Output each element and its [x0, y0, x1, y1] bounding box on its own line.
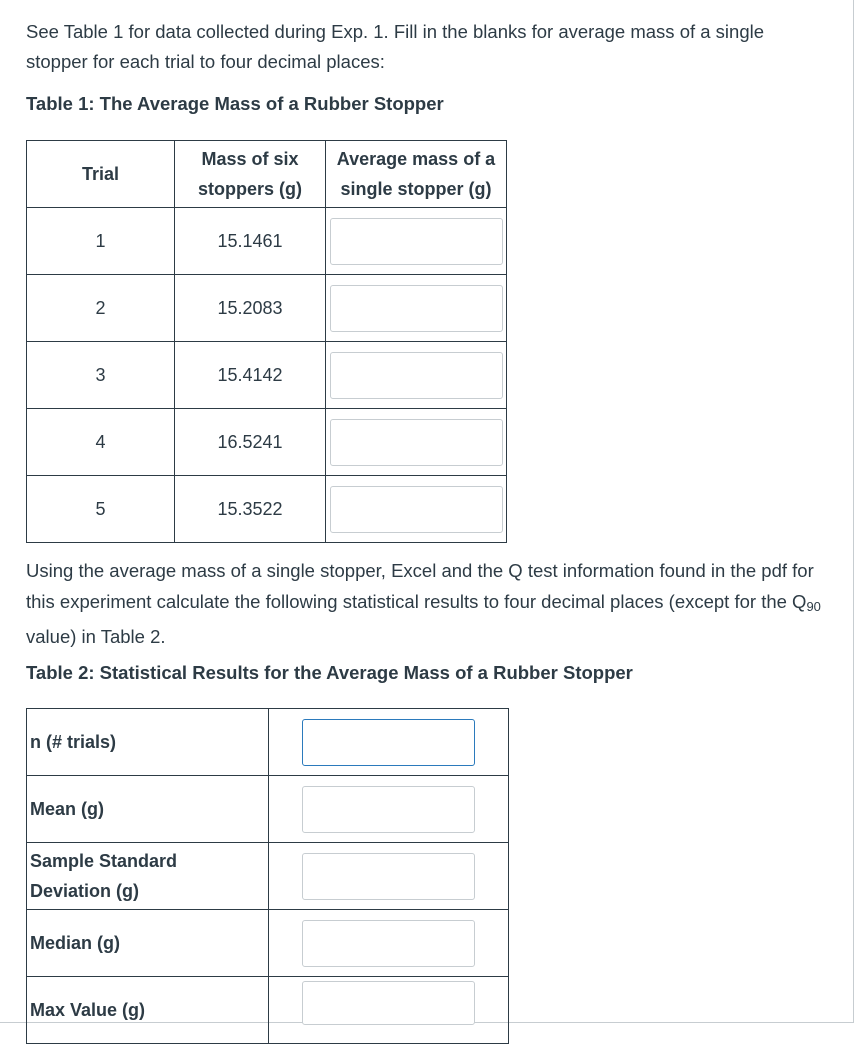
table-row [27, 275, 507, 342]
average-mass-input-trial-5[interactable] [330, 486, 503, 533]
mean-input[interactable] [302, 786, 475, 833]
trial-number: 5 [27, 476, 175, 543]
table1-header-row [27, 141, 507, 208]
mass-six-value: 16.5241 [175, 409, 326, 476]
stat-label-n: n (# trials) [27, 709, 269, 776]
table2-title: Table 2: Statistical Results for the Average Mass of a Rubber Stopper [26, 662, 633, 683]
trial-number: 3 [27, 342, 175, 409]
table-row [27, 476, 507, 543]
table-row [27, 843, 509, 910]
stat-label-std-dev-text: Sample Standard Deviation (g) [30, 851, 178, 901]
n-trials-input[interactable] [302, 719, 475, 766]
answer-cell [326, 275, 507, 342]
table1-title: Table 1: The Average Mass of a Rubber Stopper [26, 93, 444, 114]
trial-number: 4 [27, 409, 175, 476]
average-mass-input-trial-4[interactable] [330, 419, 503, 466]
average-mass-input-trial-1[interactable] [330, 218, 503, 265]
table-row [27, 977, 509, 1044]
header-trial: Trial [27, 141, 175, 208]
stat-label-mean: Mean (g) [27, 776, 269, 843]
answer-cell [326, 476, 507, 543]
mass-six-value: 15.2083 [175, 275, 326, 342]
table-row [27, 342, 507, 409]
stat-label-std-dev [27, 843, 269, 910]
answer-cell [269, 709, 509, 776]
answer-cell [326, 208, 507, 275]
header-average-single [326, 141, 507, 208]
stat-label-max: Max Value (g) [27, 977, 269, 1044]
answer-cell [269, 843, 509, 910]
mass-six-value: 15.3522 [175, 476, 326, 543]
answer-cell [326, 409, 507, 476]
trial-number: 2 [27, 275, 175, 342]
statistics-instructions-text: Using the average mass of a single stopper, Excel and the Q test information found in the pdf for this experiment calculate the following statistical results to four decimal places (except for the Q [26, 560, 814, 612]
median-input[interactable] [302, 920, 475, 967]
header-average-single-label: Average mass of a single stopper (g) [336, 149, 496, 199]
std-dev-input[interactable] [302, 853, 475, 900]
answer-cell [269, 776, 509, 843]
average-mass-input-trial-2[interactable] [330, 285, 503, 332]
answer-cell [269, 910, 509, 977]
average-mass-input-trial-3[interactable] [330, 352, 503, 399]
table-row [27, 709, 509, 776]
table1 [26, 140, 507, 543]
stat-label-median: Median (g) [27, 910, 269, 977]
statistics-instructions [26, 556, 826, 653]
table-row [27, 910, 509, 977]
q90-subscript: 90 [806, 598, 821, 614]
mass-six-value: 15.4142 [175, 342, 326, 409]
header-mass-six-label: Mass of six stoppers (g) [197, 149, 302, 199]
statistics-instructions-tail: value) in Table 2. [26, 626, 166, 647]
instructions-text: See Table 1 for data collected during Exp. 1. Fill in the blanks for average mass of a single stopper for each trial to four decimal places: [26, 21, 765, 72]
trial-number: 1 [27, 208, 175, 275]
header-mass-six [175, 141, 326, 208]
mass-six-value: 15.1461 [175, 208, 326, 275]
table-row [27, 409, 507, 476]
max-value-input[interactable] [302, 981, 475, 1025]
table-row [27, 208, 507, 275]
table2 [26, 708, 509, 1044]
table-row [27, 776, 509, 843]
answer-cell [269, 977, 509, 1044]
answer-cell [326, 342, 507, 409]
